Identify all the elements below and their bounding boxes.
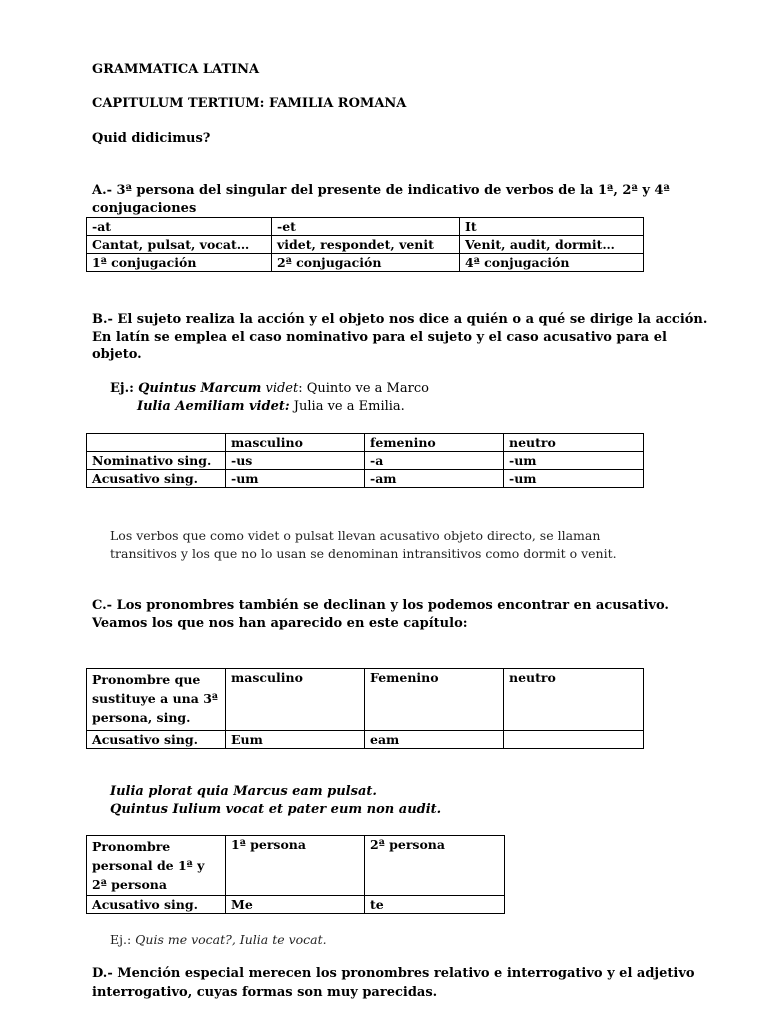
- example-latin: Iulia Aemiliam videt:: [137, 399, 290, 414]
- table-cell: Acusativo sing.: [87, 470, 226, 488]
- table-cell: It: [460, 218, 644, 236]
- personal-pronoun-table: [86, 835, 505, 914]
- table-cell: neutro: [504, 669, 644, 731]
- table-cell: Me: [226, 896, 365, 914]
- table-cell: Cantat, pulsat, vocat…: [87, 236, 272, 254]
- table-cell: te: [365, 896, 505, 914]
- table-cell: eam: [365, 731, 504, 749]
- table-cell: -us: [226, 452, 365, 470]
- table-row: [87, 236, 644, 254]
- section-c-line1: C.- Los pronombres también se declinan y los podemos encontrar en acusativo.: [92, 598, 669, 613]
- section-a-heading-line1: A.- 3ª persona del singular del presente de indicativo de verbos de la 1ª, 2ª y 4ª: [92, 183, 670, 198]
- example-latin: Quintus Marcum: [138, 381, 262, 396]
- section-a-heading-line2: conjugaciones: [92, 201, 197, 216]
- table-cell: Pronombre personal de 1ª y 2ª persona: [87, 836, 226, 896]
- table-cell: [504, 731, 644, 749]
- table-row: [87, 452, 644, 470]
- section-d-line2: interrogativo, cuyas formas son muy parecidas.: [92, 985, 438, 1000]
- table-cell: videt, respondet, venit: [272, 236, 460, 254]
- table-cell: 1ª conjugación: [87, 254, 272, 272]
- note-line2: transitivos y los que no lo usan se denominan intransitivos como dormit o venit.: [110, 546, 617, 561]
- table-cell: -a: [365, 452, 504, 470]
- table-row: [87, 470, 644, 488]
- example-verb: videt: [265, 381, 299, 396]
- case-endings-table: [86, 433, 644, 488]
- chapter-title: CAPITULUM TERTIUM: FAMILIA ROMANA: [92, 96, 407, 111]
- section-question: Quid didicimus?: [92, 131, 211, 146]
- example-label: Ej.:: [110, 381, 134, 396]
- section-b-line2: En latín se emplea el caso nominativo para el sujeto y el caso acusativo para el: [92, 330, 667, 345]
- table-cell: femenino: [365, 434, 504, 452]
- example-label: Ej.:: [110, 932, 132, 947]
- table-cell: Acusativo sing.: [87, 731, 226, 749]
- example-text: Quis me vocat?, Iulia te vocat.: [135, 932, 327, 947]
- latin-example-1: Iulia plorat quia Marcus eam pulsat.: [110, 784, 377, 799]
- table-cell: 4ª conjugación: [460, 254, 644, 272]
- table-cell: Acusativo sing.: [87, 896, 226, 914]
- document-title: GRAMMATICA LATINA: [92, 62, 260, 77]
- example-line-1: [110, 381, 429, 396]
- table-cell: [87, 434, 226, 452]
- section-b-line1: B.- El sujeto realiza la acción y el objeto nos dice a quién o a qué se dirige la acción.: [92, 312, 708, 327]
- table-cell: -et: [272, 218, 460, 236]
- section-d-line1: D.- Mención especial merecen los pronombres relativo e interrogativo y el adjetivo: [92, 966, 695, 981]
- table-cell: neutro: [504, 434, 644, 452]
- section-b-line3: objeto.: [92, 347, 142, 362]
- table-cell: Eum: [226, 731, 365, 749]
- example-translation: : Quinto ve a Marco: [298, 381, 429, 396]
- note-line1: Los verbos que como videt o pulsat llevan acusativo objeto directo, se llaman: [110, 528, 601, 543]
- latin-example-2: Quintus Iulium vocat et pater eum non audit.: [110, 802, 442, 817]
- table-row: [87, 434, 644, 452]
- table-cell: masculino: [226, 669, 365, 731]
- table-row: [87, 731, 644, 749]
- table-row: [87, 254, 644, 272]
- table-cell: 1ª persona: [226, 836, 365, 896]
- table-cell: Nominativo sing.: [87, 452, 226, 470]
- table-cell: -am: [365, 470, 504, 488]
- table-row: [87, 669, 644, 731]
- table-cell: -um: [226, 470, 365, 488]
- table-row: [87, 218, 644, 236]
- table-cell: masculino: [226, 434, 365, 452]
- table-row: [87, 836, 505, 896]
- table-cell: Femenino: [365, 669, 504, 731]
- conjugation-table: [86, 217, 644, 272]
- table-cell: -um: [504, 470, 644, 488]
- pronoun-example: [110, 932, 327, 947]
- table-cell: Pronombre que sustituye a una 3ª persona, sing.: [87, 669, 226, 731]
- table-cell: Venit, audit, dormit…: [460, 236, 644, 254]
- example-line-2: [137, 399, 405, 414]
- section-c-line2: Veamos los que nos han aparecido en este capítulo:: [92, 616, 468, 631]
- third-person-pronoun-table: [86, 668, 644, 749]
- table-cell: -at: [87, 218, 272, 236]
- table-cell: -um: [504, 452, 644, 470]
- table-cell: 2ª conjugación: [272, 254, 460, 272]
- table-cell: 2ª persona: [365, 836, 505, 896]
- example-translation: Julia ve a Emilia.: [289, 399, 405, 414]
- table-row: [87, 896, 505, 914]
